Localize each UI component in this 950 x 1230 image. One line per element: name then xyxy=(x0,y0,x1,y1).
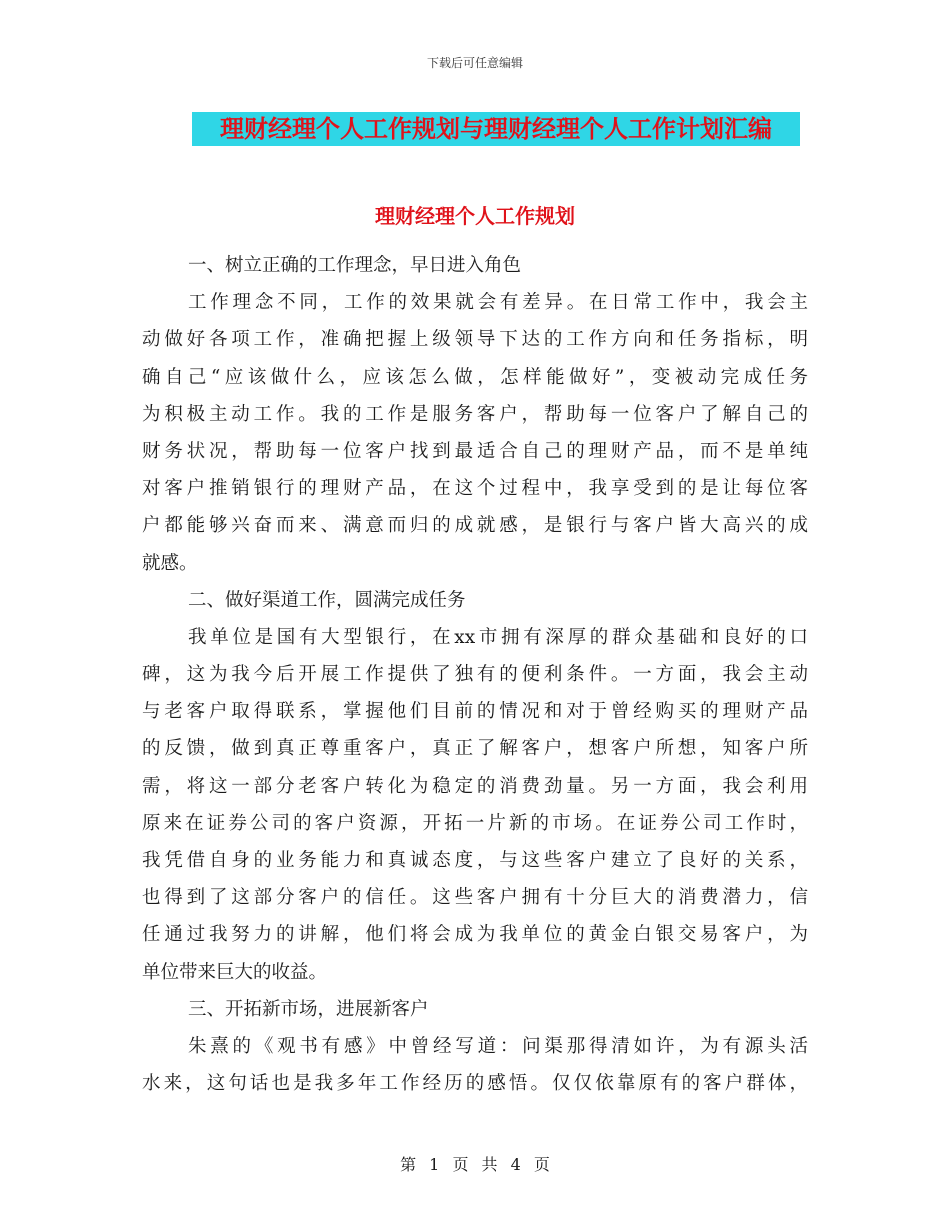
text-line: 也得到了这部分客户的信任。这些客户拥有十分巨大的消费潜力，信 xyxy=(142,887,808,909)
text-line: 的反馈，做到真正尊重客户，真正了解客户，想客户所想，知客户所 xyxy=(142,738,808,760)
text-line: 朱熹的《观书有感》中曾经写道：问渠那得清如许，为有源头活 xyxy=(188,1035,808,1057)
section-title: 理财经理个人工作规划 xyxy=(375,204,575,228)
text-line: 动做好各项工作，准确把握上级领导下达的工作方向和任务指标，明 xyxy=(142,329,808,351)
text-line: 工作理念不同，工作的效果就会有差异。在日常工作中，我会主 xyxy=(188,292,808,314)
text-line: 任通过我努力的讲解，他们将会成为我单位的黄金白银交易客户，为 xyxy=(142,924,808,946)
text-line: 单位带来巨大的收益。 xyxy=(142,961,328,983)
text-line: 确自己“应该做什么，应该怎么做，怎样能做好”，变被动完成任务 xyxy=(142,366,808,388)
text-line: 我单位是国有大型银行，在xx市拥有深厚的群众基础和良好的口 xyxy=(188,626,808,648)
text-line: 碑，这为我今后开展工作提供了独有的便利条件。一方面，我会主动 xyxy=(142,664,808,686)
text-line: 为积极主动工作。我的工作是服务客户，帮助每一位客户了解自己的 xyxy=(142,403,808,425)
text-line: 与老客户取得联系，掌握他们目前的情况和对于曾经购买的理财产品 xyxy=(142,701,808,723)
text-line: 对客户推销银行的理财产品，在这个过程中，我享受到的是让每位客 xyxy=(142,478,808,500)
text-line: 财务状况，帮助每一位客户找到最适合自己的理财产品，而不是单纯 xyxy=(142,440,808,462)
text-line: 原来在证券公司的客户资源，开拓一片新的市场。在证券公司工作时， xyxy=(142,812,808,834)
header-note: 下载后可任意编辑 xyxy=(426,56,523,70)
document-title: 理财经理个人工作规划与理财经理个人工作计划汇编 xyxy=(192,112,800,146)
text-line: 一、树立正确的工作理念，早日进入角色 xyxy=(188,255,522,276)
text-line: 需，将这一部分老客户转化为稳定的消费劲量。另一方面，我会利用 xyxy=(142,775,808,797)
text-line: 户都能够兴奋而来、满意而归的成就感，是银行与客户皆大高兴的成 xyxy=(142,515,808,537)
text-line: 三、开拓新市场，进展新客户 xyxy=(188,998,429,1020)
page-footer: 第 1 页 共 4 页 xyxy=(400,1155,550,1174)
body-text xyxy=(142,247,808,1102)
text-line: 我凭借自身的业务能力和真诚态度，与这些客户建立了良好的关系， xyxy=(142,850,808,871)
text-line: 二、做好渠道工作，圆满完成任务 xyxy=(188,589,466,611)
text-line: 就感。 xyxy=(142,552,198,574)
text-line: 水来，这句话也是我多年工作经历的感悟。仅仅依靠原有的客户群体， xyxy=(142,1073,808,1095)
